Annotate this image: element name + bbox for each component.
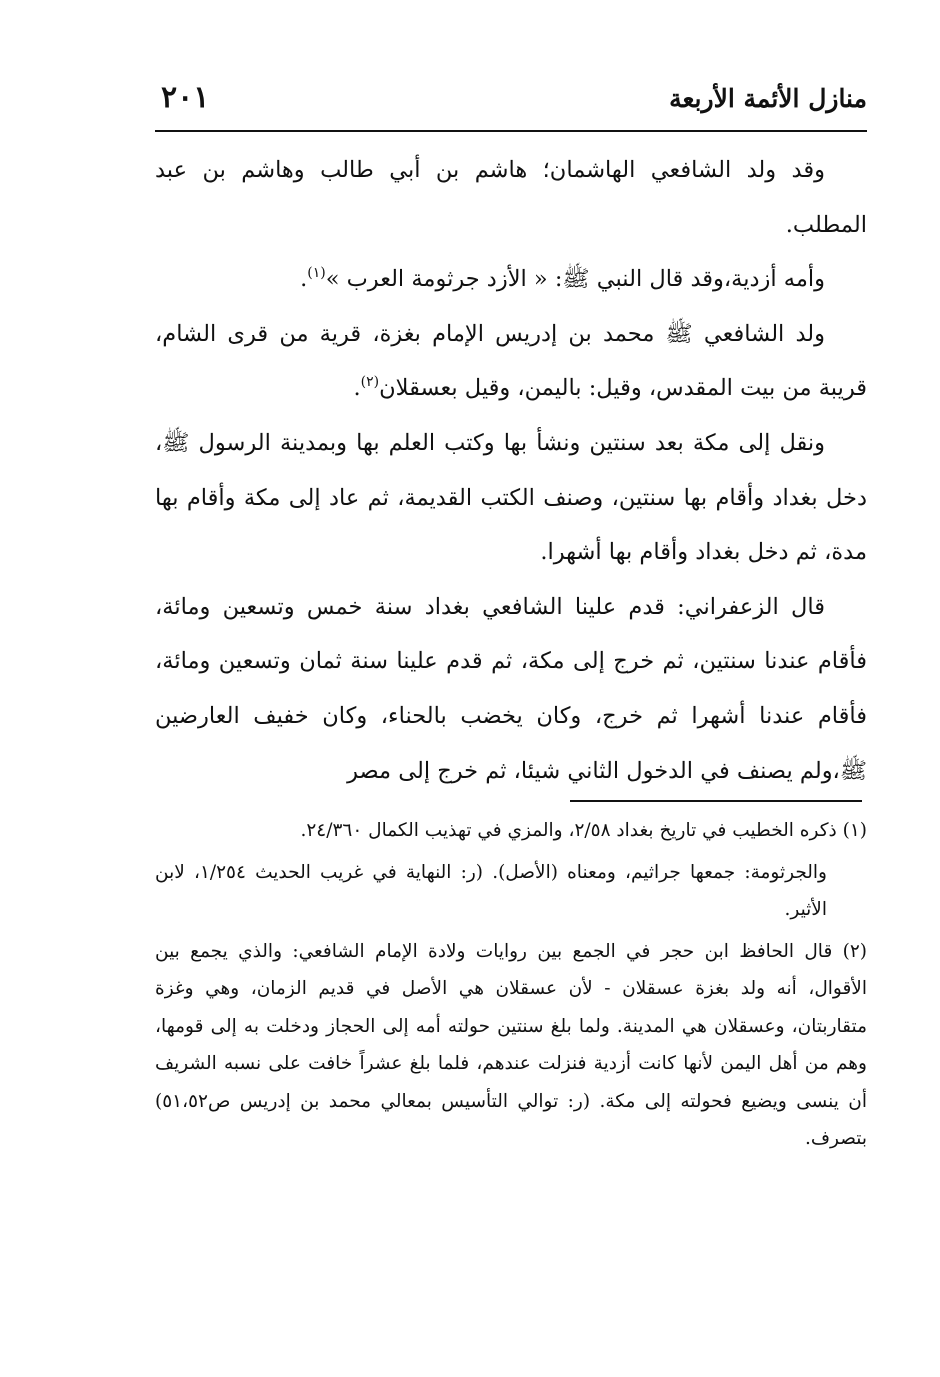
paragraph-2-text: وأمه أزدية،وقد قال النبي ﷺ: « الأزد جرثومة العرب » [325, 266, 825, 293]
footnotes [155, 812, 867, 1162]
paragraph-2 [155, 252, 867, 307]
footnote-2 [155, 933, 867, 1158]
footnote-divider [570, 800, 862, 802]
footnote-1 [155, 812, 867, 850]
paragraph-1-text: وقد ولد الشافعي الهاشمان؛ هاشم بن أبي طالب وهاشم بن عبد المطلب. [155, 157, 867, 238]
footnote-ref-2[interactable]: (٢) [360, 374, 380, 391]
paragraph-3-text: ولد الشافعي ﷺ محمد بن إدريس الإمام بغزة، قرية من قرى الشام، قريبة من بيت المقدس، وقيل: باليمن، وقيل بعسقلان [155, 320, 867, 402]
paragraph-4-text: ونقل إلى مكة بعد سنتين ونشأ بها وكتب العلم بها وبمدينة الرسول ﷺ، دخل بغداد وأقام بها سنتين، وصنف الكتب القديمة، ثم عاد إلى مكة وأقام بها مدة، ثم دخل بغداد وأقام بها أشهرا. [155, 429, 867, 566]
footnote-ref-1[interactable]: (١) [307, 265, 326, 282]
page-header [155, 78, 867, 128]
paragraph-3-end: . [353, 375, 361, 402]
footnote-2-text: (٢) قال الحافظ ابن حجر في الجمع بين روايات ولادة الإمام الشافعي: والذي يجمع بين الأقوال، أنه ولد بغزة عسقلان - لأن عسقلان هي الأصل في قديم الزمان، وهي وغزة متقاربتان، وعسقلان هي المدينة. ولما بلغ سنتين حولته أمه إلى الحجاز ودخلت به إلى قومها، وهم من أهل اليمن لأنها كانت أزدية فنزلت عندهم، فلما بلغ عشراً خافت على نسبه الشريف أن ينسى ويضيع فحولته إلى مكة. (ر: توالي التأسيس بمعالي محمد بن إدريس ص٥١،٥٢) بتصرف. [155, 940, 867, 1149]
footnote-1-line-2: والجرثومة: جمعها جراثيم، ومعناه (الأصل). (ر: النهاية في غريب الحديث ١/٢٥٤، لابن الأثير. [155, 861, 827, 920]
footnote-1-line-1: (١) ذكره الخطيب في تاريخ بغداد ٢/٥٨، والمزي في تهذيب الكمال ٢٤/٣٦٠. [300, 820, 867, 841]
paragraph-3 [155, 307, 867, 416]
paragraph-4 [155, 416, 867, 580]
footnote-1-continuation [155, 854, 867, 929]
page-number: ٢٠١ [161, 80, 210, 115]
header-divider [155, 130, 867, 132]
paragraph-1 [155, 143, 867, 252]
paragraph-5-text: قال الزعفراني: قدم علينا الشافعي بغداد سنة خمس وتسعين ومائة، فأقام عندنا سنتين، ثم خرج إلى مكة، ثم قدم علينا سنة ثمان وتسعين ومائة، فأقام عندنا أشهرا ثم خرج، وكان يخضب بالحناء، وكان خفيف العارضين ﷺ،ولم يصنف في الدخول الثاني شيئا، ثم خرج إلى مصر [155, 593, 867, 784]
main-text [155, 143, 867, 798]
paragraph-2-end: . [300, 266, 308, 293]
running-title: منازل الأئمة الأربعة [669, 84, 867, 113]
paragraph-5 [155, 580, 867, 798]
